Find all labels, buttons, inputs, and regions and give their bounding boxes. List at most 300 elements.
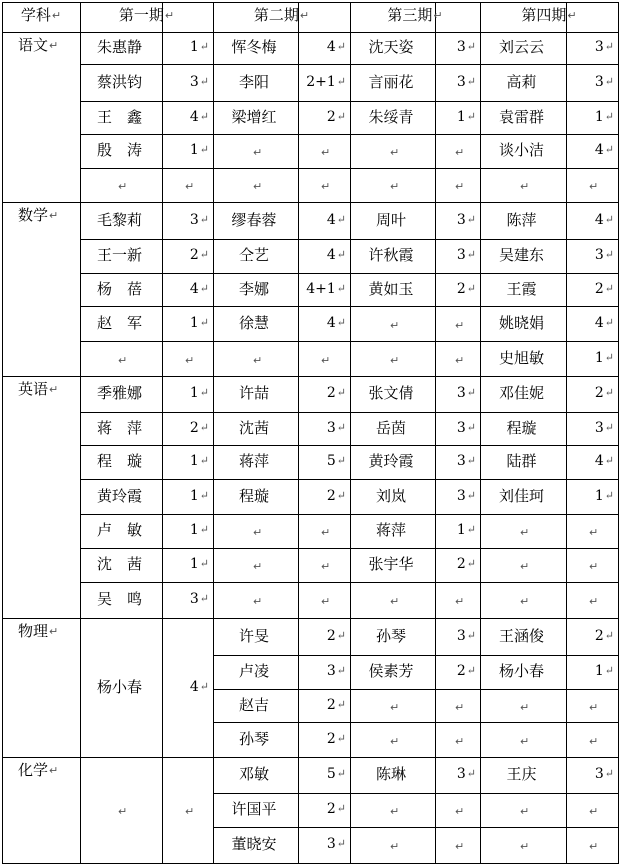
paragraph-mark-icon: ↵: [199, 75, 209, 88]
hours-cell: [299, 627, 346, 645]
hours-cell: [163, 38, 209, 56]
paragraph-mark-icon: ↵: [336, 664, 346, 677]
header-label: 第二期: [253, 6, 299, 24]
name-value: 季雅娜: [96, 384, 142, 402]
hours-cell: [299, 211, 346, 229]
paragraph-mark-icon: ↵: [466, 40, 476, 53]
subject-name: 物理: [18, 622, 49, 640]
hours-value: 3: [594, 766, 604, 782]
grid-line: [213, 722, 619, 723]
hours-value: 3: [189, 212, 199, 228]
hours-value: 1: [189, 453, 199, 469]
hours-value: 2: [326, 488, 336, 504]
grid-line: [80, 514, 619, 515]
name-value: 邓佳妮: [498, 384, 544, 402]
hours-cell: [567, 246, 614, 264]
header-label: 第四期: [521, 6, 567, 24]
grid-line: [80, 445, 619, 446]
teacher-name: [81, 419, 158, 437]
name-value: 赵 军: [96, 314, 142, 332]
name-value: 孙琴: [238, 730, 269, 748]
paragraph-mark-icon: ↵: [520, 701, 530, 714]
teacher-name: [81, 521, 158, 539]
paragraph-mark-icon: ↵: [336, 698, 346, 711]
teacher-name: [81, 108, 158, 126]
paragraph-mark-icon: ↵: [466, 767, 476, 780]
hours-cell: [567, 38, 614, 56]
hours-cell: [163, 419, 209, 437]
hours-value: 4: [189, 679, 199, 695]
hours-value: 4: [326, 212, 336, 228]
hours-cell: [567, 452, 614, 470]
hours-value: 1: [594, 488, 604, 504]
paragraph-mark-icon: ↵: [466, 213, 476, 226]
paragraph-mark-icon: ↵: [49, 625, 59, 638]
paragraph-mark-icon: ↵: [253, 595, 263, 608]
grid-line: [80, 479, 619, 480]
paragraph-mark-icon: ↵: [466, 110, 476, 123]
teacher-name: [481, 314, 562, 332]
name-value: 杨 蓓: [96, 280, 142, 298]
teacher-name: [214, 246, 294, 264]
paragraph-mark-icon: ↵: [455, 805, 465, 818]
paragraph-mark-icon: ↵: [604, 767, 614, 780]
hours-cell: [299, 696, 346, 714]
paragraph-mark-icon: ↵: [390, 146, 400, 159]
teacher-name: [481, 349, 562, 367]
hours-value: 2: [326, 109, 336, 125]
name-value: 言丽花: [368, 73, 414, 91]
paragraph-mark-icon: ↵: [336, 110, 346, 123]
hours-cell: [299, 280, 346, 298]
hours-cell: [436, 662, 476, 680]
teacher-name: [214, 384, 294, 402]
column-header: [80, 6, 213, 25]
hours-value: 2+1: [306, 74, 336, 90]
name-value: 沈 茜: [96, 555, 142, 573]
name-value: 刘佳珂: [498, 487, 544, 505]
grid-line: [80, 134, 619, 135]
hours-cell: [436, 627, 476, 645]
hours-cell: [436, 452, 476, 470]
teacher-name: [214, 38, 294, 56]
paragraph-mark-icon: ↵: [321, 146, 331, 159]
paragraph-mark-icon: ↵: [321, 354, 331, 367]
name-value: 黄玲霞: [368, 452, 414, 470]
paragraph-mark-icon: ↵: [118, 180, 128, 193]
teacher-name: [81, 590, 158, 608]
paragraph-mark-icon: ↵: [199, 213, 209, 226]
paragraph-mark-icon: ↵: [455, 319, 465, 332]
name-value: 蔡洪钧: [96, 73, 142, 91]
paragraph-mark-icon: ↵: [520, 526, 530, 539]
paragraph-mark-icon: ↵: [336, 732, 346, 745]
grid-line: [2, 863, 619, 864]
hours-value: 4: [326, 315, 336, 331]
teacher-name: [81, 280, 158, 298]
name-value: 王一新: [96, 246, 142, 264]
paragraph-mark-icon: ↵: [589, 840, 599, 853]
teacher-name: [481, 765, 562, 783]
paragraph-mark-icon: ↵: [199, 40, 209, 53]
paragraph-mark-icon: ↵: [336, 421, 346, 434]
teacher-name: [351, 108, 431, 126]
hours-value: 3: [594, 420, 604, 436]
paragraph-mark-icon: ↵: [604, 282, 614, 295]
subject-label: [18, 206, 58, 225]
hours-cell: [299, 765, 346, 783]
hours-cell: [436, 38, 476, 56]
paragraph-mark-icon: ↵: [455, 595, 465, 608]
hours-cell: [436, 555, 476, 573]
hours-value: 1: [594, 109, 604, 125]
name-value: 梁增红: [231, 108, 277, 126]
paragraph-mark-icon: ↵: [604, 386, 614, 399]
paragraph-mark-icon: ↵: [336, 767, 346, 780]
paragraph-mark-icon: ↵: [604, 40, 614, 53]
paragraph-mark-icon: ↵: [199, 248, 209, 261]
grid-line: [80, 64, 619, 65]
name-value: 孙琴: [375, 627, 406, 645]
hours-cell: [436, 765, 476, 783]
column-header: [480, 6, 618, 25]
hours-value: 4: [594, 142, 604, 158]
hours-value: 1: [456, 522, 466, 538]
name-value: 朱绥青: [368, 108, 414, 126]
hours-value: 4: [326, 247, 336, 263]
paragraph-mark-icon: ↵: [199, 110, 209, 123]
hours-value: 2: [189, 420, 199, 436]
paragraph-mark-icon: ↵: [253, 354, 263, 367]
paragraph-mark-icon: ↵: [199, 489, 209, 502]
paragraph-mark-icon: ↵: [455, 354, 465, 367]
name-value: 朱惠静: [96, 38, 142, 56]
paragraph-mark-icon: ↵: [199, 557, 209, 570]
hours-value: 4: [594, 212, 604, 228]
grid-line: [2, 202, 619, 203]
teacher-name: [214, 211, 294, 229]
paragraph-mark-icon: ↵: [604, 110, 614, 123]
teacher-name: [351, 765, 431, 783]
subject-label: [18, 761, 58, 780]
hours-value: 1: [189, 556, 199, 572]
hours-cell: [299, 800, 346, 818]
hours-value: 2: [326, 628, 336, 644]
teacher-name: [81, 678, 158, 696]
name-value: 许喆: [238, 384, 269, 402]
paragraph-mark-icon: ↵: [567, 9, 577, 22]
hours-cell: [163, 108, 209, 126]
hours-cell: [299, 730, 346, 748]
hours-value: 3: [326, 663, 336, 679]
hours-value: 1: [189, 385, 199, 401]
hours-cell: [299, 246, 346, 264]
hours-cell: [163, 384, 209, 402]
name-value: 程璇: [238, 487, 269, 505]
paragraph-mark-icon: ↵: [390, 595, 400, 608]
name-value: 王 鑫: [96, 108, 142, 126]
paragraph-mark-icon: ↵: [589, 180, 599, 193]
hours-value: 4: [189, 109, 199, 125]
grid-line: [213, 655, 619, 656]
grid-line: [80, 239, 619, 240]
hours-cell: [436, 108, 476, 126]
paragraph-mark-icon: ↵: [520, 735, 530, 748]
hours-cell: [299, 487, 346, 505]
subject-name: 化学: [18, 761, 49, 779]
hours-cell: [567, 73, 614, 91]
name-value: 王霞: [506, 280, 537, 298]
hours-cell: [299, 38, 346, 56]
teacher-name: [214, 765, 294, 783]
name-value: 陆群: [506, 452, 537, 470]
hours-cell: [163, 521, 209, 539]
hours-value: 5: [326, 453, 336, 469]
hours-value: 2: [456, 556, 466, 572]
hours-value: 3: [326, 420, 336, 436]
name-value: 王涵俊: [498, 627, 544, 645]
grid-line: [2, 757, 619, 758]
paragraph-mark-icon: ↵: [390, 354, 400, 367]
hours-cell: [567, 141, 614, 159]
grid-line: [80, 101, 619, 102]
hours-value: 3: [326, 836, 336, 852]
paragraph-mark-icon: ↵: [49, 383, 59, 396]
header-label: 第一期: [118, 6, 164, 24]
hours-value: 2: [594, 385, 604, 401]
paragraph-mark-icon: ↵: [390, 735, 400, 748]
paragraph-mark-icon: ↵: [321, 180, 331, 193]
teacher-name: [481, 38, 562, 56]
paragraph-mark-icon: ↵: [253, 526, 263, 539]
teacher-name: [351, 419, 431, 437]
paragraph-mark-icon: ↵: [466, 454, 476, 467]
teacher-name: [81, 38, 158, 56]
hours-cell: [299, 419, 346, 437]
paragraph-mark-icon: ↵: [390, 805, 400, 818]
teacher-name: [481, 419, 562, 437]
name-value: 陈琳: [375, 765, 406, 783]
paragraph-mark-icon: ↵: [589, 701, 599, 714]
hours-cell: [299, 384, 346, 402]
hours-value: 2: [456, 281, 466, 297]
paragraph-mark-icon: ↵: [336, 454, 346, 467]
name-value: 杨小春: [498, 662, 544, 680]
name-value: 赵吉: [238, 696, 269, 714]
paragraph-mark-icon: ↵: [336, 75, 346, 88]
paragraph-mark-icon: ↵: [604, 75, 614, 88]
hours-cell: [567, 280, 614, 298]
hours-value: 3: [594, 39, 604, 55]
hours-value: 3: [594, 74, 604, 90]
hours-value: 3: [456, 628, 466, 644]
teacher-name: [351, 38, 431, 56]
hours-value: 2: [189, 247, 199, 263]
teacher-name: [81, 487, 158, 505]
paragraph-mark-icon: ↵: [520, 840, 530, 853]
hours-value: 3: [456, 39, 466, 55]
paragraph-mark-icon: ↵: [199, 421, 209, 434]
name-value: 卢 敏: [96, 521, 142, 539]
header-label: 学科: [20, 6, 51, 24]
name-value: 蒋萍: [375, 521, 406, 539]
name-value: 恽冬梅: [231, 38, 277, 56]
column-header: [2, 6, 80, 25]
hours-value: 4+1: [306, 281, 336, 297]
hours-cell: [567, 349, 614, 367]
paragraph-mark-icon: ↵: [253, 146, 263, 159]
hours-value: 1: [594, 350, 604, 366]
hours-cell: [299, 835, 346, 853]
teacher-name: [351, 280, 431, 298]
teacher-name: [214, 419, 294, 437]
hours-cell: [567, 662, 614, 680]
hours-value: 5: [326, 766, 336, 782]
hours-value: 3: [456, 385, 466, 401]
name-value: 李阳: [238, 73, 269, 91]
teacher-name: [214, 452, 294, 470]
hours-cell: [299, 108, 346, 126]
paragraph-mark-icon: ↵: [336, 282, 346, 295]
hours-cell: [436, 487, 476, 505]
hours-cell: [163, 141, 209, 159]
paragraph-mark-icon: ↵: [336, 40, 346, 53]
name-value: 张文倩: [368, 384, 414, 402]
hours-value: 3: [456, 74, 466, 90]
hours-cell: [436, 280, 476, 298]
teacher-name: [351, 73, 431, 91]
grid-line: [213, 827, 619, 828]
subject-name: 数学: [18, 206, 49, 224]
paragraph-mark-icon: ↵: [520, 595, 530, 608]
paragraph-mark-icon: ↵: [455, 180, 465, 193]
hours-cell: [436, 211, 476, 229]
paragraph-mark-icon: ↵: [466, 523, 476, 536]
hours-value: 3: [456, 488, 466, 504]
paragraph-mark-icon: ↵: [455, 840, 465, 853]
teacher-name: [481, 280, 562, 298]
teacher-name: [214, 835, 294, 853]
teacher-name: [81, 211, 158, 229]
name-value: 吴 鸣: [96, 590, 142, 608]
name-value: 许旻: [238, 627, 269, 645]
hours-value: 1: [189, 315, 199, 331]
hours-value: 2: [326, 801, 336, 817]
subject-label: [18, 36, 58, 55]
paragraph-mark-icon: ↵: [199, 523, 209, 536]
grid-line: [80, 582, 619, 583]
name-value: 高莉: [506, 73, 537, 91]
teacher-name: [351, 211, 431, 229]
grid-line: [2, 2, 3, 863]
paragraph-mark-icon: ↵: [466, 421, 476, 434]
paragraph-mark-icon: ↵: [336, 629, 346, 642]
paragraph-mark-icon: ↵: [455, 735, 465, 748]
paragraph-mark-icon: ↵: [466, 664, 476, 677]
hours-cell: [163, 590, 209, 608]
hours-cell: [163, 246, 209, 264]
grid-line: [80, 412, 619, 413]
paragraph-mark-icon: ↵: [589, 560, 599, 573]
hours-cell: [163, 314, 209, 332]
name-value: 谈小洁: [498, 141, 544, 159]
hours-value: 3: [456, 453, 466, 469]
hours-value: 2: [326, 697, 336, 713]
teacher-name: [481, 141, 562, 159]
name-value: 杨小春: [96, 678, 142, 696]
hours-value: 3: [594, 247, 604, 263]
hours-cell: [567, 487, 614, 505]
hours-cell: [436, 246, 476, 264]
hours-cell: [436, 73, 476, 91]
name-value: 张宇华: [368, 555, 414, 573]
subject-label: [18, 380, 58, 399]
hours-cell: [299, 452, 346, 470]
grid-line: [80, 306, 619, 307]
teacher-name: [351, 246, 431, 264]
hours-value: 3: [189, 74, 199, 90]
paragraph-mark-icon: ↵: [466, 489, 476, 502]
paragraph-mark-icon: ↵: [520, 805, 530, 818]
grid-line: [618, 2, 619, 863]
paragraph-mark-icon: ↵: [51, 9, 62, 22]
teacher-name: [351, 627, 431, 645]
grid-line: [2, 32, 619, 33]
paragraph-mark-icon: ↵: [118, 354, 128, 367]
hours-value: 3: [456, 212, 466, 228]
paragraph-mark-icon: ↵: [466, 282, 476, 295]
hours-cell: [299, 662, 346, 680]
paragraph-mark-icon: ↵: [164, 9, 175, 22]
paragraph-mark-icon: ↵: [321, 560, 331, 573]
hours-value: 3: [456, 420, 466, 436]
name-value: 陈萍: [506, 211, 537, 229]
paragraph-mark-icon: ↵: [118, 805, 128, 818]
hours-value: 3: [189, 591, 199, 607]
teacher-name: [351, 452, 431, 470]
paragraph-mark-icon: ↵: [455, 701, 465, 714]
paragraph-mark-icon: ↵: [390, 180, 400, 193]
hours-cell: [567, 384, 614, 402]
name-value: 沈天姿: [368, 38, 414, 56]
paragraph-mark-icon: ↵: [604, 664, 614, 677]
teacher-name: [481, 662, 562, 680]
paragraph-mark-icon: ↵: [199, 592, 209, 605]
paragraph-mark-icon: ↵: [199, 386, 209, 399]
paragraph-mark-icon: ↵: [604, 213, 614, 226]
hours-cell: [163, 487, 209, 505]
teacher-name: [214, 73, 294, 91]
hours-value: 4: [326, 39, 336, 55]
hours-value: 1: [189, 522, 199, 538]
paragraph-mark-icon: ↵: [589, 735, 599, 748]
name-value: 李娜: [238, 280, 269, 298]
name-value: 刘云云: [498, 38, 544, 56]
paragraph-mark-icon: ↵: [604, 351, 614, 364]
teacher-name: [81, 555, 158, 573]
hours-value: 1: [594, 663, 604, 679]
grid-line: [2, 618, 619, 619]
hours-value: 4: [189, 281, 199, 297]
name-value: 蒋 萍: [96, 419, 142, 437]
hours-cell: [567, 765, 614, 783]
hours-cell: [299, 314, 346, 332]
teacher-name: [481, 211, 562, 229]
paragraph-mark-icon: ↵: [199, 680, 209, 693]
teacher-name: [481, 246, 562, 264]
name-value: 许国平: [231, 800, 277, 818]
paragraph-mark-icon: ↵: [336, 837, 346, 850]
